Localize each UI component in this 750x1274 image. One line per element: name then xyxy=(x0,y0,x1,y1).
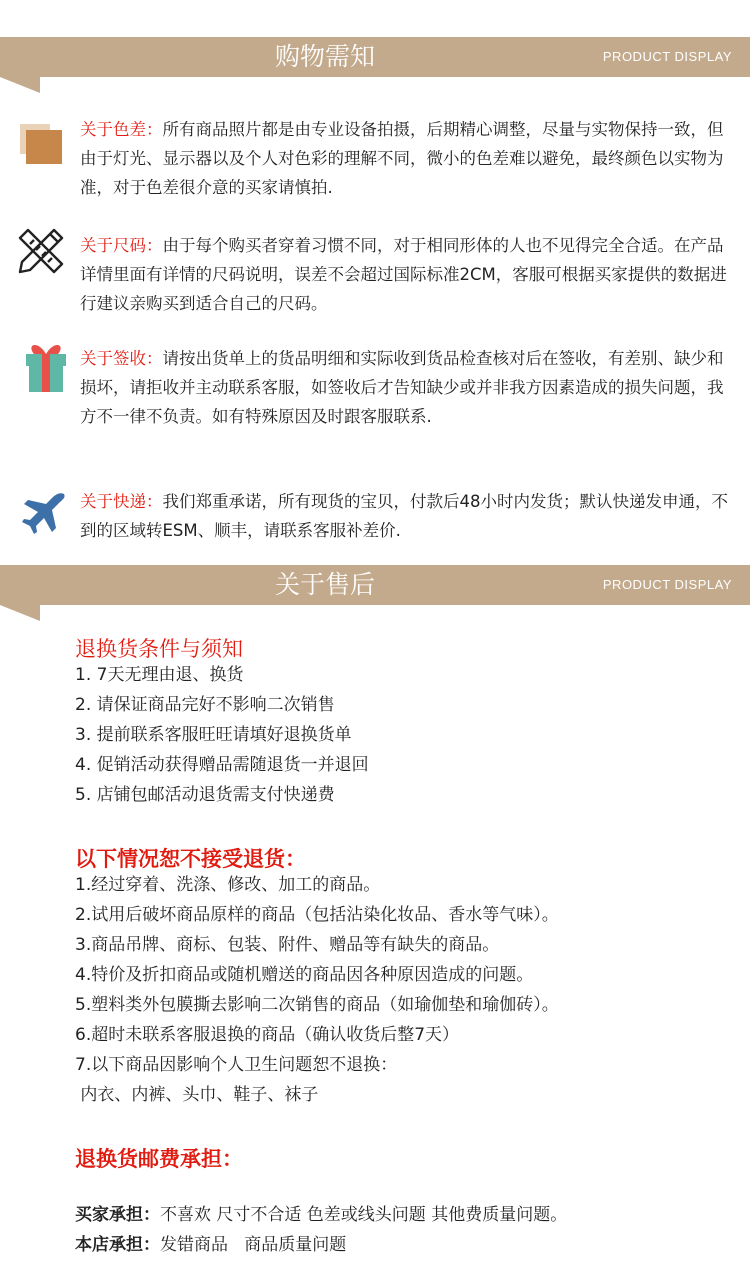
banner-title: 关于售后 xyxy=(274,570,375,599)
notice-text: 请按出货单上的货品明细和实际收到货品检查核对后在签收，有差别、缺少和损坏，请拒收并主动联系客服，如签收后才告知缺少或并非我方因素造成的损失问题，我方不一律不负责。如有特殊原因及时跟客服联系. xyxy=(80,349,724,426)
notice-label: 关于色差： xyxy=(80,120,163,139)
notice-text: 我们郑重承诺，所有现货的宝贝，付款后48小时内发货；默认快递发申通，不到的区域转ESM、顺丰，请联系客服补差价. xyxy=(80,492,728,540)
list-item: 内衣、内裤、头巾、鞋子、袜子 xyxy=(75,1085,319,1105)
notice-signing xyxy=(80,344,730,431)
postage-heading: 退换货邮费承担： xyxy=(75,1147,243,1171)
banner-shopping-notice xyxy=(0,37,750,92)
notice-color-difference xyxy=(80,115,730,202)
list-item: 3.商品吊牌、商标、包装、附件、赠品等有缺失的商品。 xyxy=(75,935,500,955)
no-returns-heading: 以下情况恕不接受退货： xyxy=(75,847,306,871)
list-item: 1.经过穿着、洗涤、修改、加工的商品。 xyxy=(75,875,381,895)
banner-subtitle: PRODUCT DISPLAY xyxy=(602,49,732,64)
list-item: 3. 提前联系客服旺旺请填好退换货单 xyxy=(75,725,352,745)
banner-fold xyxy=(0,605,40,621)
notice-size xyxy=(80,231,730,318)
postage-buyer xyxy=(75,1200,567,1230)
postage-store xyxy=(75,1230,346,1260)
postage-store-label: 本店承担： xyxy=(75,1235,160,1255)
banner-subtitle: PRODUCT DISPLAY xyxy=(602,577,732,592)
list-item: 5.塑料类外包膜撕去影响二次销售的商品（如瑜伽垫和瑜伽砖）。 xyxy=(75,995,559,1015)
list-item: 6.超时未联系客服退换的商品（确认收货后整7天） xyxy=(75,1025,460,1045)
notice-express xyxy=(80,487,730,545)
list-item: 2.试用后破坏商品原样的商品（包括沾染化妆品、香水等气味）。 xyxy=(75,905,559,925)
notice-text: 所有商品照片都是由专业设备拍摄，后期精心调整，尽量与实物保持一致，但由于灯光、显示器以及个人对色彩的理解不同，微小的色差难以避免，最终颜色以实物为准，对于色差很介意的买家请慎拍. xyxy=(80,120,724,197)
notice-label: 关于快递： xyxy=(80,492,163,511)
notice-label: 关于签收： xyxy=(80,349,163,368)
list-item: 1. 7天无理由退、换货 xyxy=(75,665,244,685)
no-returns-list xyxy=(75,870,559,1110)
airplane-icon xyxy=(20,490,68,538)
returns-heading: 退换货条件与须知 xyxy=(75,637,243,661)
gift-box-icon xyxy=(22,336,70,396)
notice-label: 关于尺码： xyxy=(80,236,163,255)
ruler-pencil-icon xyxy=(14,224,68,278)
returns-list xyxy=(75,660,369,810)
postage-store-text: 发错商品 商品质量问题 xyxy=(160,1235,347,1255)
list-item: 7.以下商品因影响个人卫生问题恕不退换： xyxy=(75,1055,398,1075)
list-item: 5. 店铺包邮活动退货需支付快递费 xyxy=(75,785,335,805)
banner-after-sales xyxy=(0,565,750,620)
banner-fold xyxy=(0,77,40,93)
color-swatch-icon xyxy=(18,122,64,166)
list-item: 2. 请保证商品完好不影响二次销售 xyxy=(75,695,335,715)
postage-buyer-text: 不喜欢 尺寸不合适 色差或线头问题 其他费质量问题。 xyxy=(160,1205,568,1225)
banner-title: 购物需知 xyxy=(274,42,375,71)
list-item: 4. 促销活动获得赠品需随退货一并退回 xyxy=(75,755,369,775)
postage-buyer-label: 买家承担： xyxy=(75,1205,160,1225)
list-item: 4.特价及折扣商品或随机赠送的商品因各种原因造成的问题。 xyxy=(75,965,534,985)
notice-text: 由于每个购买者穿着习惯不同，对于相同形体的人也不见得完全合适。在产品详情里面有详情的尺码说明，误差不会超过国际标准2CM，客服可根据买家提供的数据进行建议亲购买到适合自己的尺码。 xyxy=(80,236,727,313)
